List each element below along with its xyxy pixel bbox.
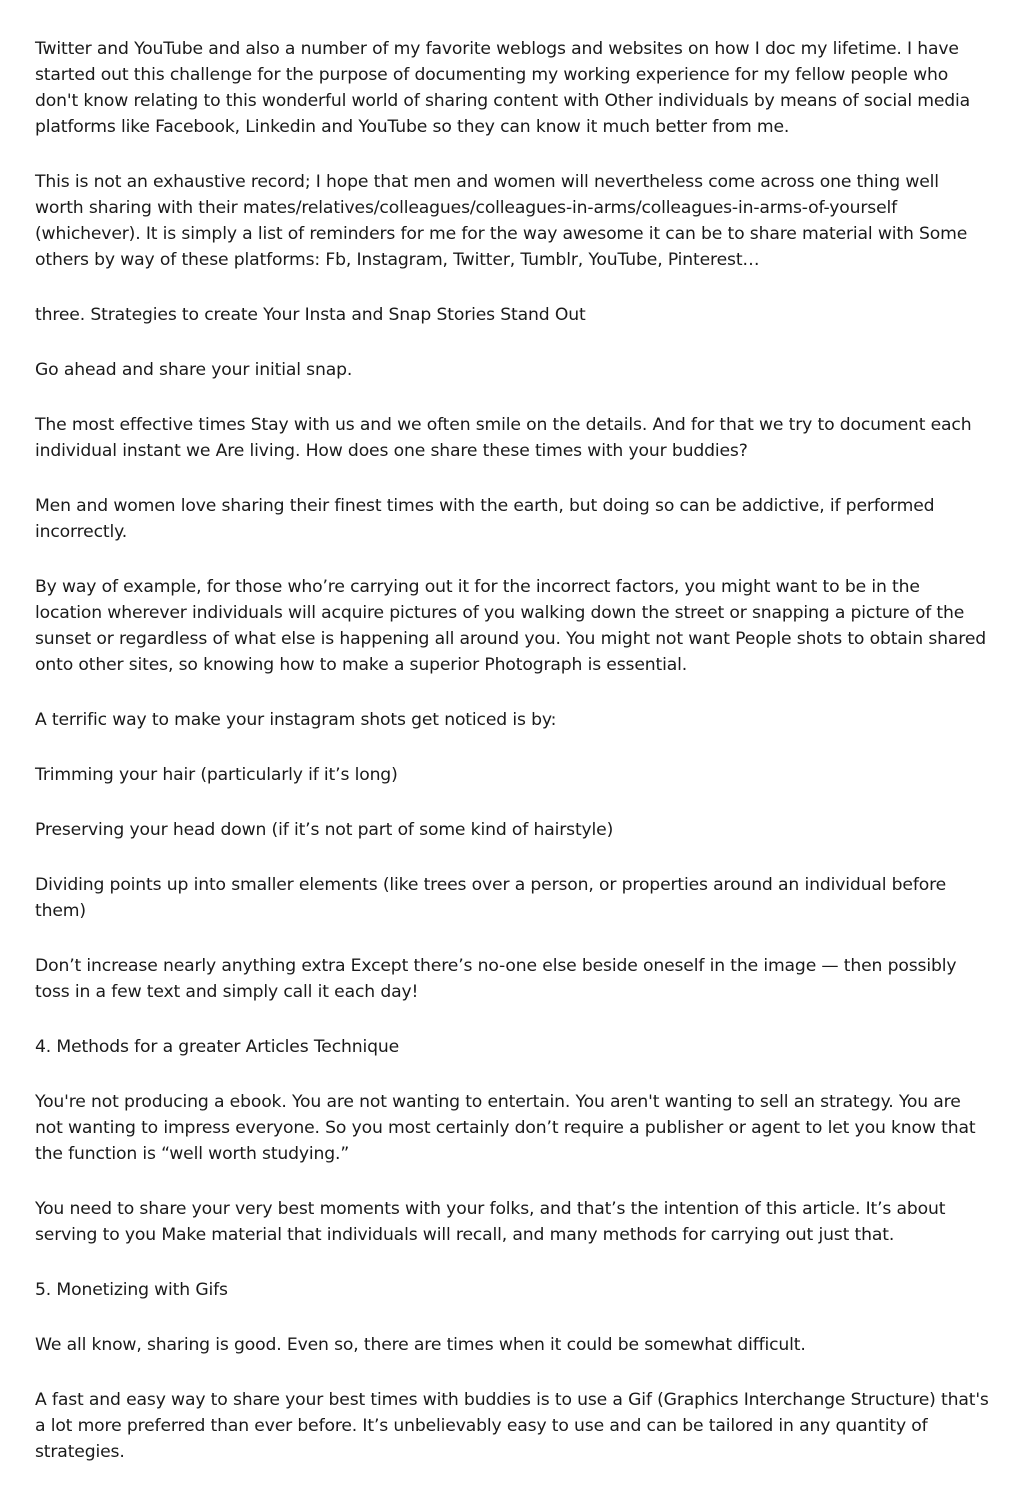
paragraph-sharing-good: We all know, sharing is good. Even so, there are times when it could be somewhat difficult. [35,1335,806,1355]
section-heading-5: 5. Monetizing with Gifs [35,1280,228,1300]
paragraph-example: By way of example, for those who’re carrying out it for the incorrect factors, you might want to be in the location wherever individuals will acquire pictures of you walking down the street or snapping a picture of the sunset or regardless of what else is happening all around you. You might not want People shots to obtain shared onto other sites, so knowing how to make a superior Photograph is essential. [35,577,987,675]
paragraph-not-ebook: You're not producing a ebook. You are not wanting to entertain. You aren't wanting to sell an strategy. You are not wanting to impress everyone. So you most certainly don’t require a publisher or agent to let you know that the function is “well worth studying.” [35,1092,976,1164]
document-page [35,36,991,1494]
paragraph-love-sharing: Men and women love sharing their finest times with the earth, but doing so can be addictive, if performed incorrectly. [35,496,935,542]
paragraph-intro: Twitter and YouTube and also a number of my favorite weblogs and websites on how I doc my lifetime. I have started out this challenge for the purpose of documenting my working experience for my fellow people who don't know relating to this wonderful world of sharing content with Other individuals by means of social media platforms like Facebook, Linkedin and YouTube so they can know it much better from me. [35,39,971,137]
list-item-dont-increase: Don’t increase nearly anything extra Except there’s no-one else beside oneself in the image — then possibly toss in a few text and simply call it each day! [35,956,957,1002]
section-heading-3: three. Strategies to create Your Insta and Snap Stories Stand Out [35,305,586,325]
paragraph-exhaustive-record: This is not an exhaustive record; I hope that men and women will nevertheless come across one thing well worth sharing with their mates/relatives/colleagues/colleagues-in-arms/colleagues-in-arms-of-yourself (whichever). It is simply a list of reminders for me for the way awesome it can be to share material with Some others by way of these platforms: Fb, Instagram, Twitter, Tumblr, YouTube, Pinterest… [35,172,968,270]
paragraph-gif: A fast and easy way to share your best times with buddies is to use a Gif (Graphics Interchange Structure) that's a lot more preferred than ever before. It’s unbelievably easy to use and can be tailored in any quantity of strategies. [35,1390,989,1462]
paragraph-effective-times: The most effective times Stay with us and we often smile on the details. And for that we try to document each individual instant we Are living. How does one share these times with your buddies? [35,415,972,461]
paragraph-terrific-way: A terrific way to make your instagram shots get noticed is by: [35,710,557,730]
list-item-dividing: Dividing points up into smaller elements (like trees over a person, or properties around an individual before them) [35,875,947,921]
paragraph-share-snap: Go ahead and share your initial snap. [35,360,353,380]
paragraph-share-moments: You need to share your very best moments with your folks, and that’s the intention of this article. It’s about serving to you Make material that individuals will recall, and many methods for carrying out just that. [35,1199,946,1245]
section-heading-4: 4. Methods for a greater Articles Technique [35,1037,400,1057]
list-item-trimming: Trimming your hair (particularly if it’s long) [35,765,398,785]
list-item-preserving: Preserving your head down (if it’s not part of some kind of hairstyle) [35,820,614,840]
